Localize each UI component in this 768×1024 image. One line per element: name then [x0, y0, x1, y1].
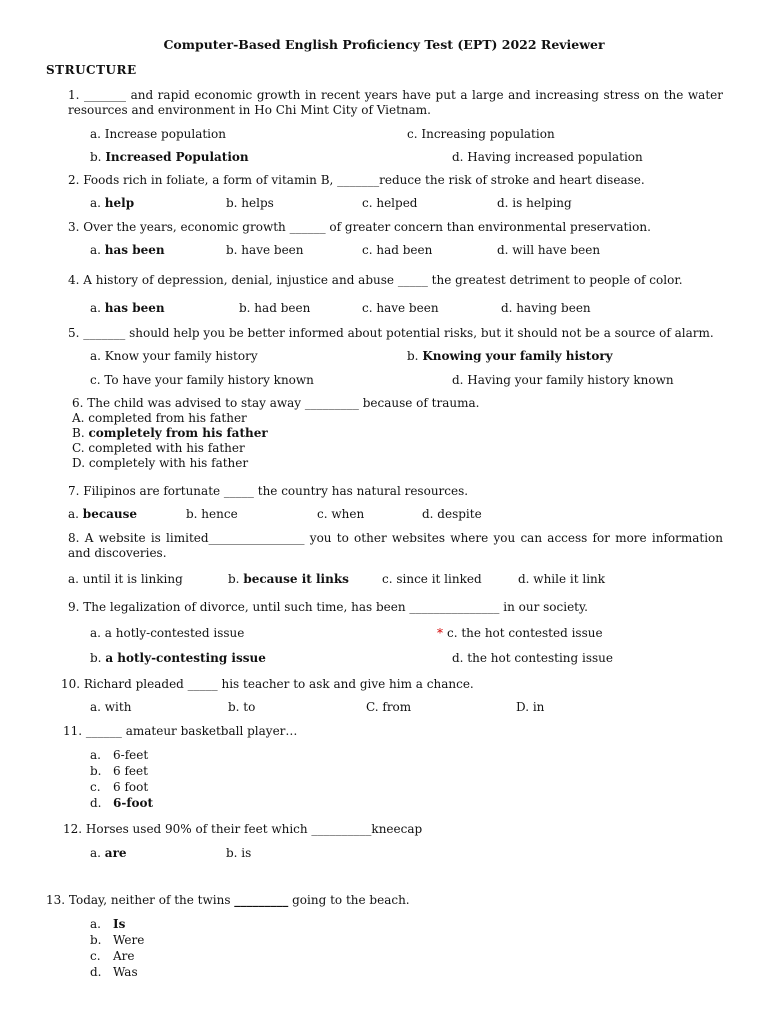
q6-option-c: C. completed with his father: [72, 441, 245, 455]
q3-option-c: c. had been: [362, 243, 433, 257]
q4-option-c: c. have been: [362, 301, 439, 315]
q13-answer: Is: [113, 917, 126, 931]
q4-option-b: b. had been: [239, 301, 311, 315]
q9-answer: a hotly-contesting issue: [105, 651, 266, 665]
q7-option-d: d. despite: [422, 507, 482, 521]
q5-option-a: a. Know your family history: [90, 349, 258, 363]
q13-option-b-letter: b.: [90, 933, 102, 947]
q6-option-a: A. completed from his father: [72, 411, 247, 425]
question-13-text: 13. Today, neither of the twins _________ going to the beach.: [46, 893, 410, 907]
q12-answer: are: [104, 846, 127, 860]
q9-option-a: a. a hotly-contested issue: [90, 626, 245, 640]
q6-option-b: B. completely from his father: [72, 426, 268, 440]
q11-option-a-letter: a.: [90, 748, 101, 762]
q11-option-a: 6-feet: [113, 748, 149, 762]
question-12-text: 12. Horses used 90% of their feet which __________kneecap: [63, 822, 423, 836]
q1-option-b: b. Increased Population: [90, 150, 249, 164]
q11-answer: 6-foot: [113, 796, 154, 810]
q4-option-a: a. has been: [90, 301, 165, 315]
q2-answer: help: [104, 196, 135, 210]
question-3-text: 3. Over the years, economic growth ______ of greater concern than environmental preservation.: [68, 220, 651, 234]
q10-option-c: C. from: [366, 700, 412, 714]
q11-option-d-letter: d.: [90, 796, 102, 810]
q3-answer: has been: [104, 243, 165, 257]
question-10-text: 10. Richard pleaded _____ his teacher to ask and give him a chance.: [61, 677, 474, 691]
q13-option-d: Was: [113, 965, 138, 979]
q4-option-d: d. having been: [501, 301, 591, 315]
q2-option-a: a. help: [90, 196, 135, 210]
q7-option-a: a. because: [68, 507, 138, 521]
question-2-text: 2. Foods rich in foliate, a form of vitamin B, _______reduce the risk of stroke and heart disease.: [68, 173, 645, 187]
question-5-text: 5. _______ should help you be better informed about potential risks, but it should not be a source of alarm.: [68, 326, 714, 340]
question-9-text: 9. The legalization of divorce, until such time, has been _______________ in our society.: [68, 600, 588, 614]
q9-option-c: * c. the hot contested issue: [437, 626, 603, 640]
q8-option-c: c. since it linked: [382, 572, 482, 586]
q5-option-c: c. To have your family history known: [90, 373, 314, 387]
q4-answer: has been: [104, 301, 165, 315]
q8-option-d: d. while it link: [518, 572, 606, 586]
q2-option-b: b. helps: [226, 196, 274, 210]
q8-option-a: a. until it is linking: [68, 572, 183, 586]
asterisk-mark: *: [437, 626, 443, 640]
q9-option-b: b. a hotly-contesting issue: [90, 651, 266, 665]
q7-answer: because: [82, 507, 138, 521]
q11-option-b-letter: b.: [90, 764, 102, 778]
q8-answer: because it links: [243, 572, 349, 586]
q5-answer: Knowing your family history: [422, 349, 613, 363]
q12-option-a: a. are: [90, 846, 127, 860]
q10-option-a: a. with: [90, 700, 132, 714]
q9-option-d: d. the hot contesting issue: [452, 651, 613, 665]
q2-option-c: c. helped: [362, 196, 418, 210]
q10-option-d: D. in: [516, 700, 545, 714]
q6-answer: completely from his father: [88, 426, 268, 440]
q10-option-b: b. to: [228, 700, 256, 714]
q13-option-d-letter: d.: [90, 965, 102, 979]
q13-option-c-letter: c.: [90, 949, 101, 963]
q13-option-c: Are: [113, 949, 135, 963]
q3-option-a: a. has been: [90, 243, 165, 257]
q13-option-a-letter: a.: [90, 917, 101, 931]
q13-option-b: Were: [113, 933, 145, 947]
q1-option-c: c. Increasing population: [407, 127, 555, 141]
q2-option-d: d. is helping: [497, 196, 572, 210]
q1-option-d: d. Having increased population: [452, 150, 643, 164]
q7-option-b: b. hence: [186, 507, 238, 521]
q5-option-b: b. Knowing your family history: [407, 349, 613, 363]
q6-option-d: D. completely with his father: [72, 456, 249, 470]
q3-option-d: d. will have been: [497, 243, 601, 257]
q12-option-b: b. is: [226, 846, 252, 860]
q1-option-a: a. Increase population: [90, 127, 226, 141]
q11-option-c-letter: c.: [90, 780, 101, 794]
q7-option-c: c. when: [317, 507, 365, 521]
q5-option-d: d. Having your family history known: [452, 373, 674, 387]
question-8-text: 8. A website is limited________________ you to other websites where you can access for more information and discoveries.: [68, 531, 723, 560]
question-7-text: 7. Filipinos are fortunate _____ the country has natural resources.: [68, 484, 469, 498]
q11-option-c: 6 foot: [113, 780, 149, 794]
q8-option-b: b. because it links: [228, 572, 349, 586]
q1-answer: Increased Population: [105, 150, 249, 164]
section-heading: STRUCTURE: [46, 63, 137, 77]
q11-option-b: 6 feet: [113, 764, 148, 778]
question-6-text: 6. The child was advised to stay away _________ because of trauma.: [72, 396, 480, 410]
question-1-text: 1. _______ and rapid economic growth in recent years have put a large and increasing stress on the water resources and environment in Ho Chi Mint City of Vietnam.: [68, 88, 723, 117]
question-4-text: 4. A history of depression, denial, injustice and abuse _____ the greatest detriment to people of color.: [68, 273, 683, 287]
q3-option-b: b. have been: [226, 243, 304, 257]
page-title: Computer-Based English Proficiency Test (EPT) 2022 Reviewer: [163, 37, 605, 52]
question-11-text: 11. ______ amateur basketball player…: [63, 724, 298, 738]
q13-blank: _________: [234, 893, 289, 907]
